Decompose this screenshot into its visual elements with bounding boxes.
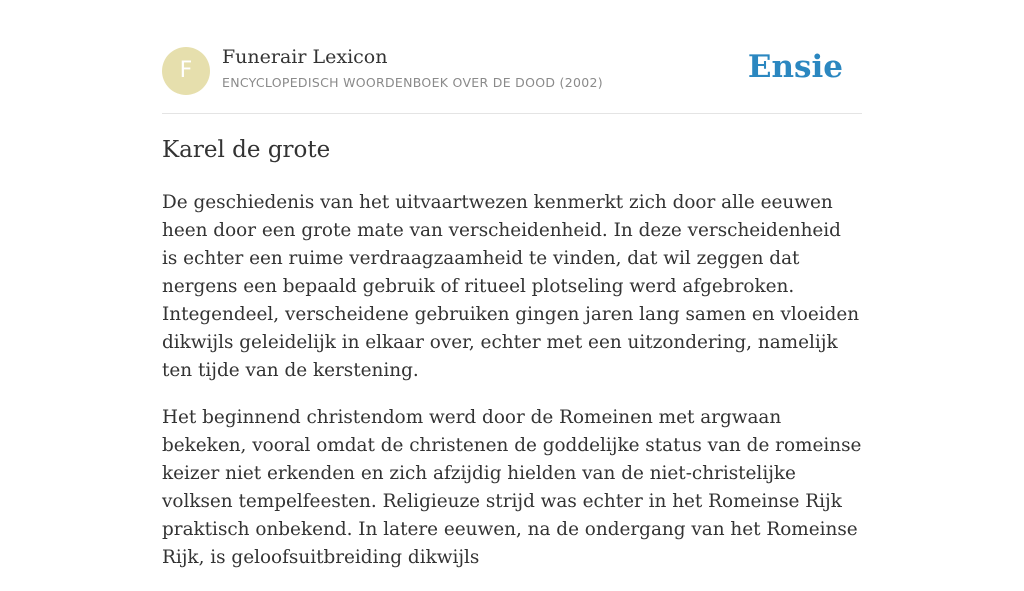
source-title-link[interactable]: Funerair Lexicon <box>222 46 388 68</box>
source-subtitle: ENCYCLOPEDISCH WOORDENBOEK OVER DE DOOD (2002) <box>222 75 603 90</box>
ensie-logo[interactable]: Ensie <box>747 49 843 85</box>
entry-paragraph: Het beginnend christendom werd door de Romeinen met argwaan bekeken, vooral omdat de christenen de goddelijke status van de romeinse keizer niet erkenden en zich afzijdig hielden van de niet-christelijke volksen tempelfeesten. Religieuze strijd was echter in het Romeinse Rijk praktisch onbekend. In latere eeuwen, na de ondergang van het Romeinse Rijk, is geloofsuitbreiding dikwijls <box>162 407 862 568</box>
source-avatar[interactable]: F <box>162 47 210 95</box>
entry-paragraph: De geschiedenis van het uitvaartwezen kenmerkt zich door alle eeuwen heen door een grote mate van verscheidenheid. In deze verscheidenheid is echter een ruime verdraagzaamheid te vinden, dat wil zeggen dat nergens een bepaald gebruik of ritueel plotseling werd afgebroken. Integendeel, verscheidene gebruiken gingen jaren lang samen en vloeiden dikwijls geleidelijk in elkaar over, echter met een uitzondering, namelijk ten tijde van de kerstening. <box>162 192 860 381</box>
entry-body <box>162 189 862 591</box>
entry-title: Karel de grote <box>162 137 331 163</box>
source-header <box>162 44 862 114</box>
